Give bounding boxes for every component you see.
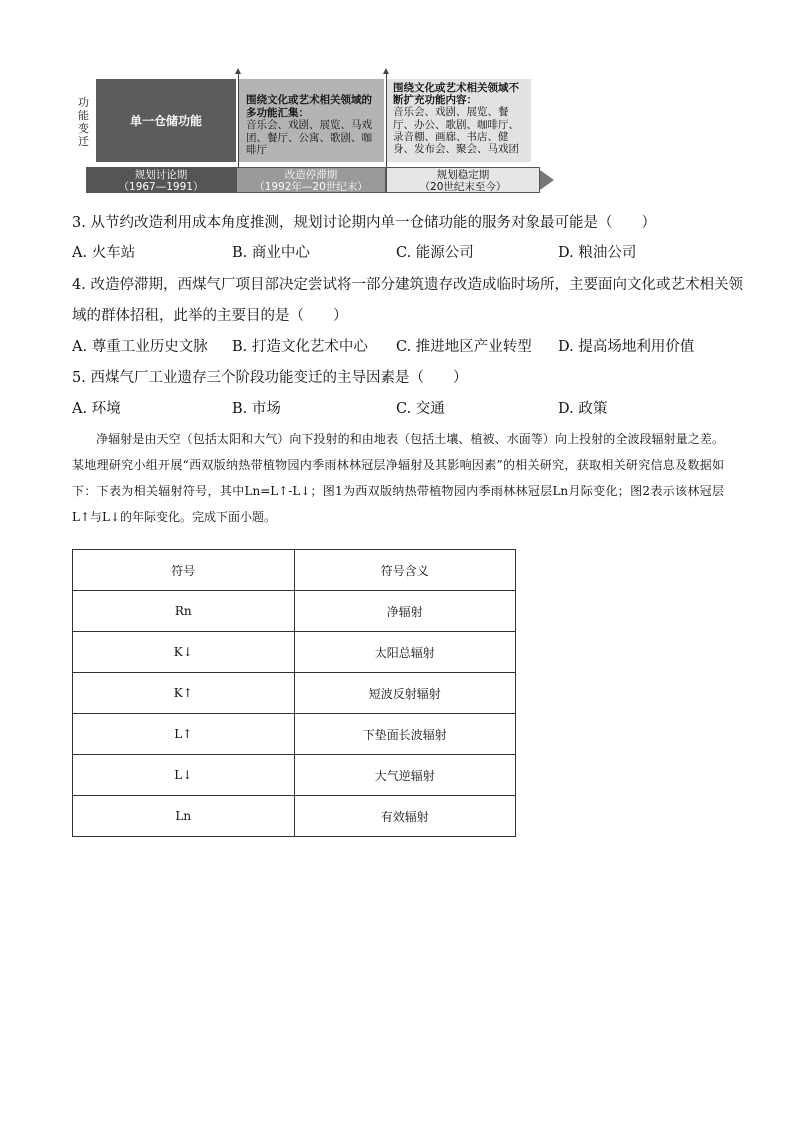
period-name: 规划稳定期 xyxy=(436,169,490,181)
stage2-function-title: 围绕文化或艺术相关领域的多功能汇集： xyxy=(246,94,372,119)
table-row xyxy=(73,714,516,755)
table-header-meaning: 符号含义 xyxy=(294,550,516,591)
question-4-option-a[interactable]: A. 尊重工业历史文脉 xyxy=(72,339,208,355)
question-4-stem-line2: 域的群体招租，此举的主要目的是（ ） xyxy=(72,308,348,324)
radiation-symbol-table xyxy=(72,549,516,837)
table-cell-symbol: K↑ xyxy=(73,673,295,714)
period-renovation-stagnation xyxy=(236,167,386,193)
table-cell-symbol: Ln xyxy=(73,796,295,837)
stage1-function-box xyxy=(96,79,236,162)
question-5-option-d[interactable]: D. 政策 xyxy=(558,401,608,417)
function-change-label: 功能变迁 xyxy=(78,96,89,148)
stage2-function-text: 音乐会、戏剧、展览、马戏团、餐厅、公寓、歌剧、咖啡厅 xyxy=(246,119,372,156)
table-cell-meaning: 大气逆辐射 xyxy=(294,755,516,796)
question-3-option-d[interactable]: D. 粮油公司 xyxy=(558,245,637,261)
stage3-function-box xyxy=(387,79,531,162)
table-row xyxy=(73,632,516,673)
question-4-option-d[interactable]: D. 提高场地利用价值 xyxy=(558,339,695,355)
up-arrow-icon xyxy=(383,68,389,74)
period-planning-stable xyxy=(386,167,540,193)
table-cell-symbol: L↓ xyxy=(73,755,295,796)
period-years: （1967—1991） xyxy=(118,181,204,193)
question-5-option-c[interactable]: C. 交通 xyxy=(396,401,445,417)
question-4-stem-line1: 4. 改造停滞期，西煤气厂项目部决定尝试将一部分建筑遗存改造成临时场所，主要面向文化或艺术相关领 xyxy=(72,277,743,293)
table-cell-meaning: 短波反射辐射 xyxy=(294,673,516,714)
table-cell-meaning: 太阳总辐射 xyxy=(294,632,516,673)
passage-text: 净辐射是由天空（包括太阳和大气）向下投射的和由地表（包括土壤、植被、水面等）向上投射的全波段辐射量之差。某地理研究小组开展“西双版纳热带植物园内季雨林林冠层净辐射及其影响因素”的相关研究，获取相关研究信息及数据如下：下表为相关辐射符号，其中Ln=L↑-L↓；图1为西双版纳热带植物园内季雨林林冠层Ln月际变化；图2表示该林冠层L↑与L↓的年际变化。完成下面小题。 xyxy=(72,432,724,524)
question-5-option-a[interactable]: A. 环境 xyxy=(72,401,121,417)
question-4-option-b[interactable]: B. 打造文化艺术中心 xyxy=(232,339,368,355)
stage3-function-title: 围绕文化或艺术相关领域不断扩充功能内容： xyxy=(393,82,519,107)
question-4-option-c[interactable]: C. 推进地区产业转型 xyxy=(396,339,532,355)
stage2-function-box xyxy=(239,79,384,162)
table-cell-meaning: 有效辐射 xyxy=(294,796,516,837)
table-row xyxy=(73,755,516,796)
question-5-option-b[interactable]: B. 市场 xyxy=(232,401,281,417)
table-cell-meaning: 净辐射 xyxy=(294,591,516,632)
period-years: （20世纪末至今） xyxy=(419,181,507,193)
table-cell-symbol: Rn xyxy=(73,591,295,632)
period-name: 规划讨论期 xyxy=(134,169,188,181)
question-5-stem: 5. 西煤气厂工业遗存三个阶段功能变迁的主导因素是（ ） xyxy=(72,370,468,386)
question-3-option-b[interactable]: B. 商业中心 xyxy=(232,245,310,261)
table-header-row xyxy=(73,550,516,591)
table-cell-symbol: K↓ xyxy=(73,632,295,673)
question-3-option-a[interactable]: A. 火车站 xyxy=(72,245,136,261)
table-row xyxy=(73,673,516,714)
period-name: 改造停滞期 xyxy=(284,169,338,181)
timeline-arrow-icon xyxy=(540,170,554,190)
period-planning-discussion xyxy=(86,167,236,193)
stage3-function-text: 音乐会、戏剧、展览、餐厅、办公、歌剧、咖啡厅、录音棚、画廊、书店、健身、发布会、聚会、马戏团 xyxy=(393,106,519,156)
table-cell-meaning: 下垫面长波辐射 xyxy=(294,714,516,755)
table-row xyxy=(73,591,516,632)
question-3-option-c[interactable]: C. 能源公司 xyxy=(396,245,474,261)
period-years: （1992年—20世纪末） xyxy=(254,181,368,193)
stage1-function-text: 单一仓储功能 xyxy=(129,114,202,128)
question-3-stem: 3. 从节约改造利用成本角度推测，规划讨论期内单一仓储功能的服务对象最可能是（ ） xyxy=(72,215,656,231)
table-cell-symbol: L↑ xyxy=(73,714,295,755)
table-row xyxy=(73,796,516,837)
table-header-symbol: 符号 xyxy=(73,550,295,591)
up-arrow-icon xyxy=(235,68,241,74)
